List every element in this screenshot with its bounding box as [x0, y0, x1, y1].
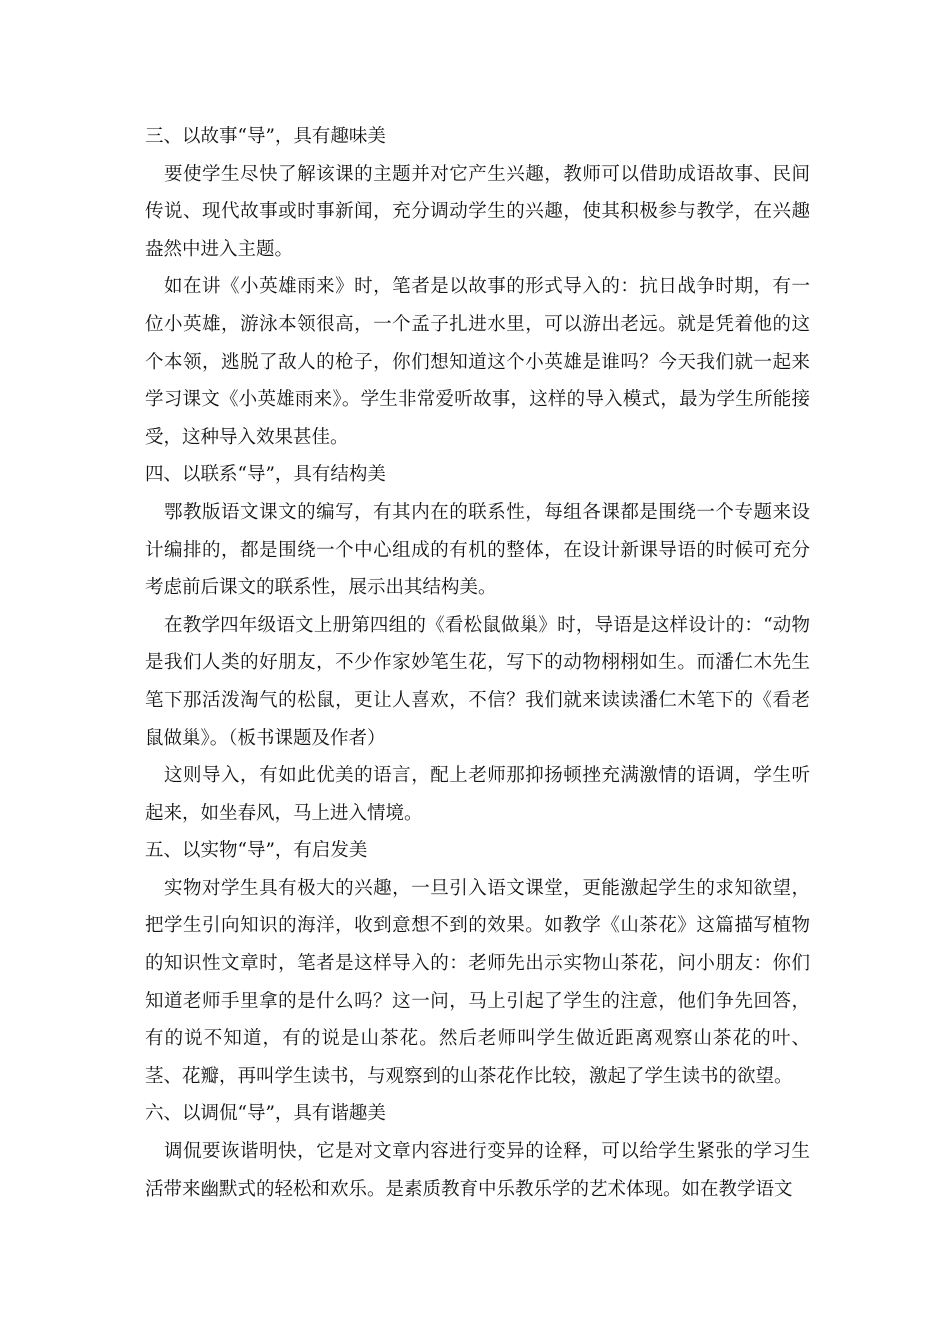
section-heading-four: 四、以联系“导”，具有结构美 [145, 464, 386, 486]
section-heading-six: 六、以调侃“导”，具有谐趣美 [145, 1103, 386, 1125]
paragraph: 实物对学生具有极大的兴趣，一旦引入语文课堂，更能激起学生的求知欲望，把学生引向知识的海洋，收到意想不到的效果。如教学《山茶花》这篇描写植物的知识性文章时，笔者是这样导入的：老师先出示实物山茶花，问小朋友：你们知道老师手里拿的是什么吗？这一问，马上引起了学生的注意，他们争先回答，有的说不知道，有的说是山茶花。然后老师叫学生做近距离观察山茶花的叶、茎、花瓣，再叫学生读书，与观察到的山茶花作比较，激起了学生读书的欲望。 [145, 877, 810, 1087]
paragraph: 要使学生尽快了解该课的主题并对它产生兴趣，教师可以借助成语故事、民间传说、现代故事或时事新闻，充分调动学生的兴趣，使其积极参与教学，在兴趣盎然中进入主题。 [145, 163, 810, 260]
paragraph: 在教学四年级语文上册第四组的《看松鼠做巢》时，导语是这样设计的：“动物是我们人类的好朋友，不少作家妙笔生花，写下的动物栩栩如生。而潘仁木先生笔下那活泼淘气的松鼠，更让人喜欢，不信？我们就来读读潘仁木笔下的《看老鼠做巢》。（板书课题及作者） [145, 614, 810, 749]
paragraph: 调侃要诙谐明快，它是对文章内容进行变异的诠释，可以给学生紧张的学习生活带来幽默式的轻松和欢乐。是素质教育中乐教乐学的艺术体现。如在教学语文 [145, 1141, 810, 1200]
paragraph: 如在讲《小英雄雨来》时，笔者是以故事的形式导入的：抗日战争时期，有一位小英雄，游泳本领很高，一个孟子扎进水里，可以游出老远。就是凭着他的这个本领，逃脱了敌人的枪子，你们想知道这个小英雄是谁吗？今天我们就一起来学习课文《小英雄雨来》。学生非常爱听故事，这样的导入模式，最为学生所能接受，这种导入效果甚佳。 [145, 276, 810, 448]
paragraph: 这则导入，有如此优美的语言，配上老师那抑扬顿挫充满激情的语调，学生听起来，如坐春风，马上进入情境。 [145, 765, 810, 824]
section-heading-five: 五、以实物“导”，有启发美 [145, 840, 368, 862]
paragraph: 鄂教版语文课文的编写，有其内在的联系性，每组各课都是围绕一个专题来设计编排的，都是围绕一个中心组成的有机的整体，在设计新课导语的时候可充分考虑前后课文的联系性，展示出其结构美。 [145, 501, 810, 599]
document-body [145, 118, 810, 1208]
section-heading-three: 三、以故事“导”，具有趣味美 [145, 126, 386, 147]
